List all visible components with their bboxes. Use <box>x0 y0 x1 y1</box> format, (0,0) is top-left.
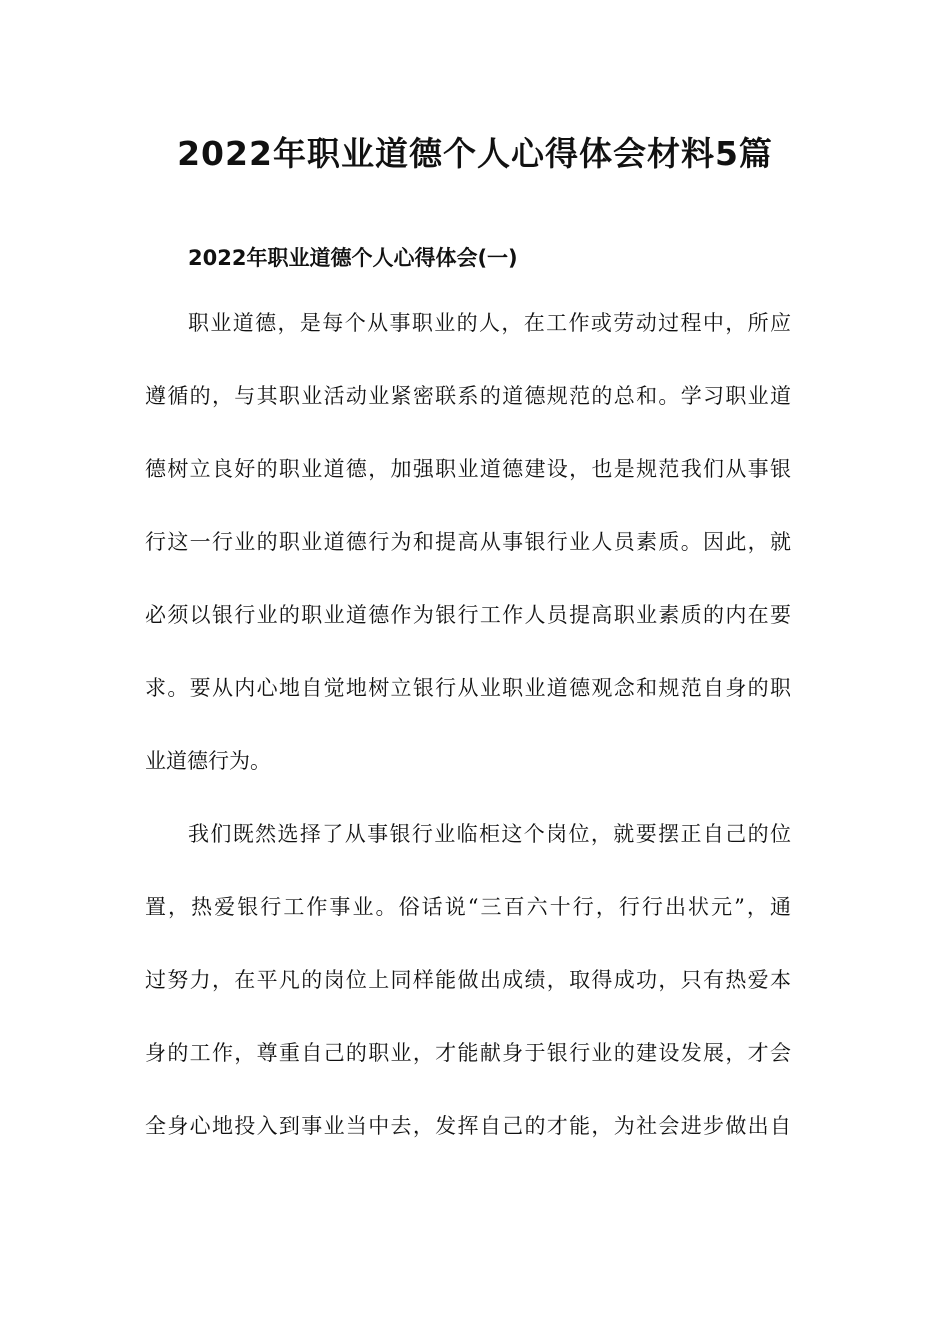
paragraph-line: 业道德行为。 <box>145 749 271 773</box>
section-heading: 2022年职业道德个人心得体会(一) <box>188 246 518 270</box>
paragraph-line: 德树立良好的职业道德，加强职业道德建设，也是规范我们从事银 <box>145 457 791 481</box>
paragraph-line: 身的工作，尊重自己的职业，才能献身于银行业的建设发展，才会 <box>145 1041 791 1065</box>
document-title: 2022年职业道德个人心得体会材料5篇 <box>177 134 773 173</box>
paragraph-line: 我们既然选择了从事银行业临柜这个岗位，就要摆正自己的位 <box>188 822 791 846</box>
paragraph-line: 求。要从内心地自觉地树立银行从业职业道德观念和规范自身的职 <box>145 676 791 700</box>
paragraph-line: 职业道德，是每个从事职业的人，在工作或劳动过程中，所应 <box>188 311 791 335</box>
paragraph-line: 置，热爱银行工作事业。俗话说“三百六十行，行行出状元”，通 <box>145 895 791 919</box>
paragraph-line: 行这一行业的职业道德行为和提高从事银行业人员素质。因此，就 <box>145 530 791 554</box>
paragraph-line: 全身心地投入到事业当中去，发挥自己的才能，为社会进步做出自 <box>145 1114 791 1138</box>
paragraph-line: 必须以银行业的职业道德作为银行工作人员提高职业素质的内在要 <box>145 603 791 627</box>
paragraph-line: 遵循的，与其职业活动业紧密联系的道德规范的总和。学习职业道 <box>145 384 791 408</box>
paragraph-line: 过努力，在平凡的岗位上同样能做出成绩，取得成功，只有热爱本 <box>145 968 791 992</box>
